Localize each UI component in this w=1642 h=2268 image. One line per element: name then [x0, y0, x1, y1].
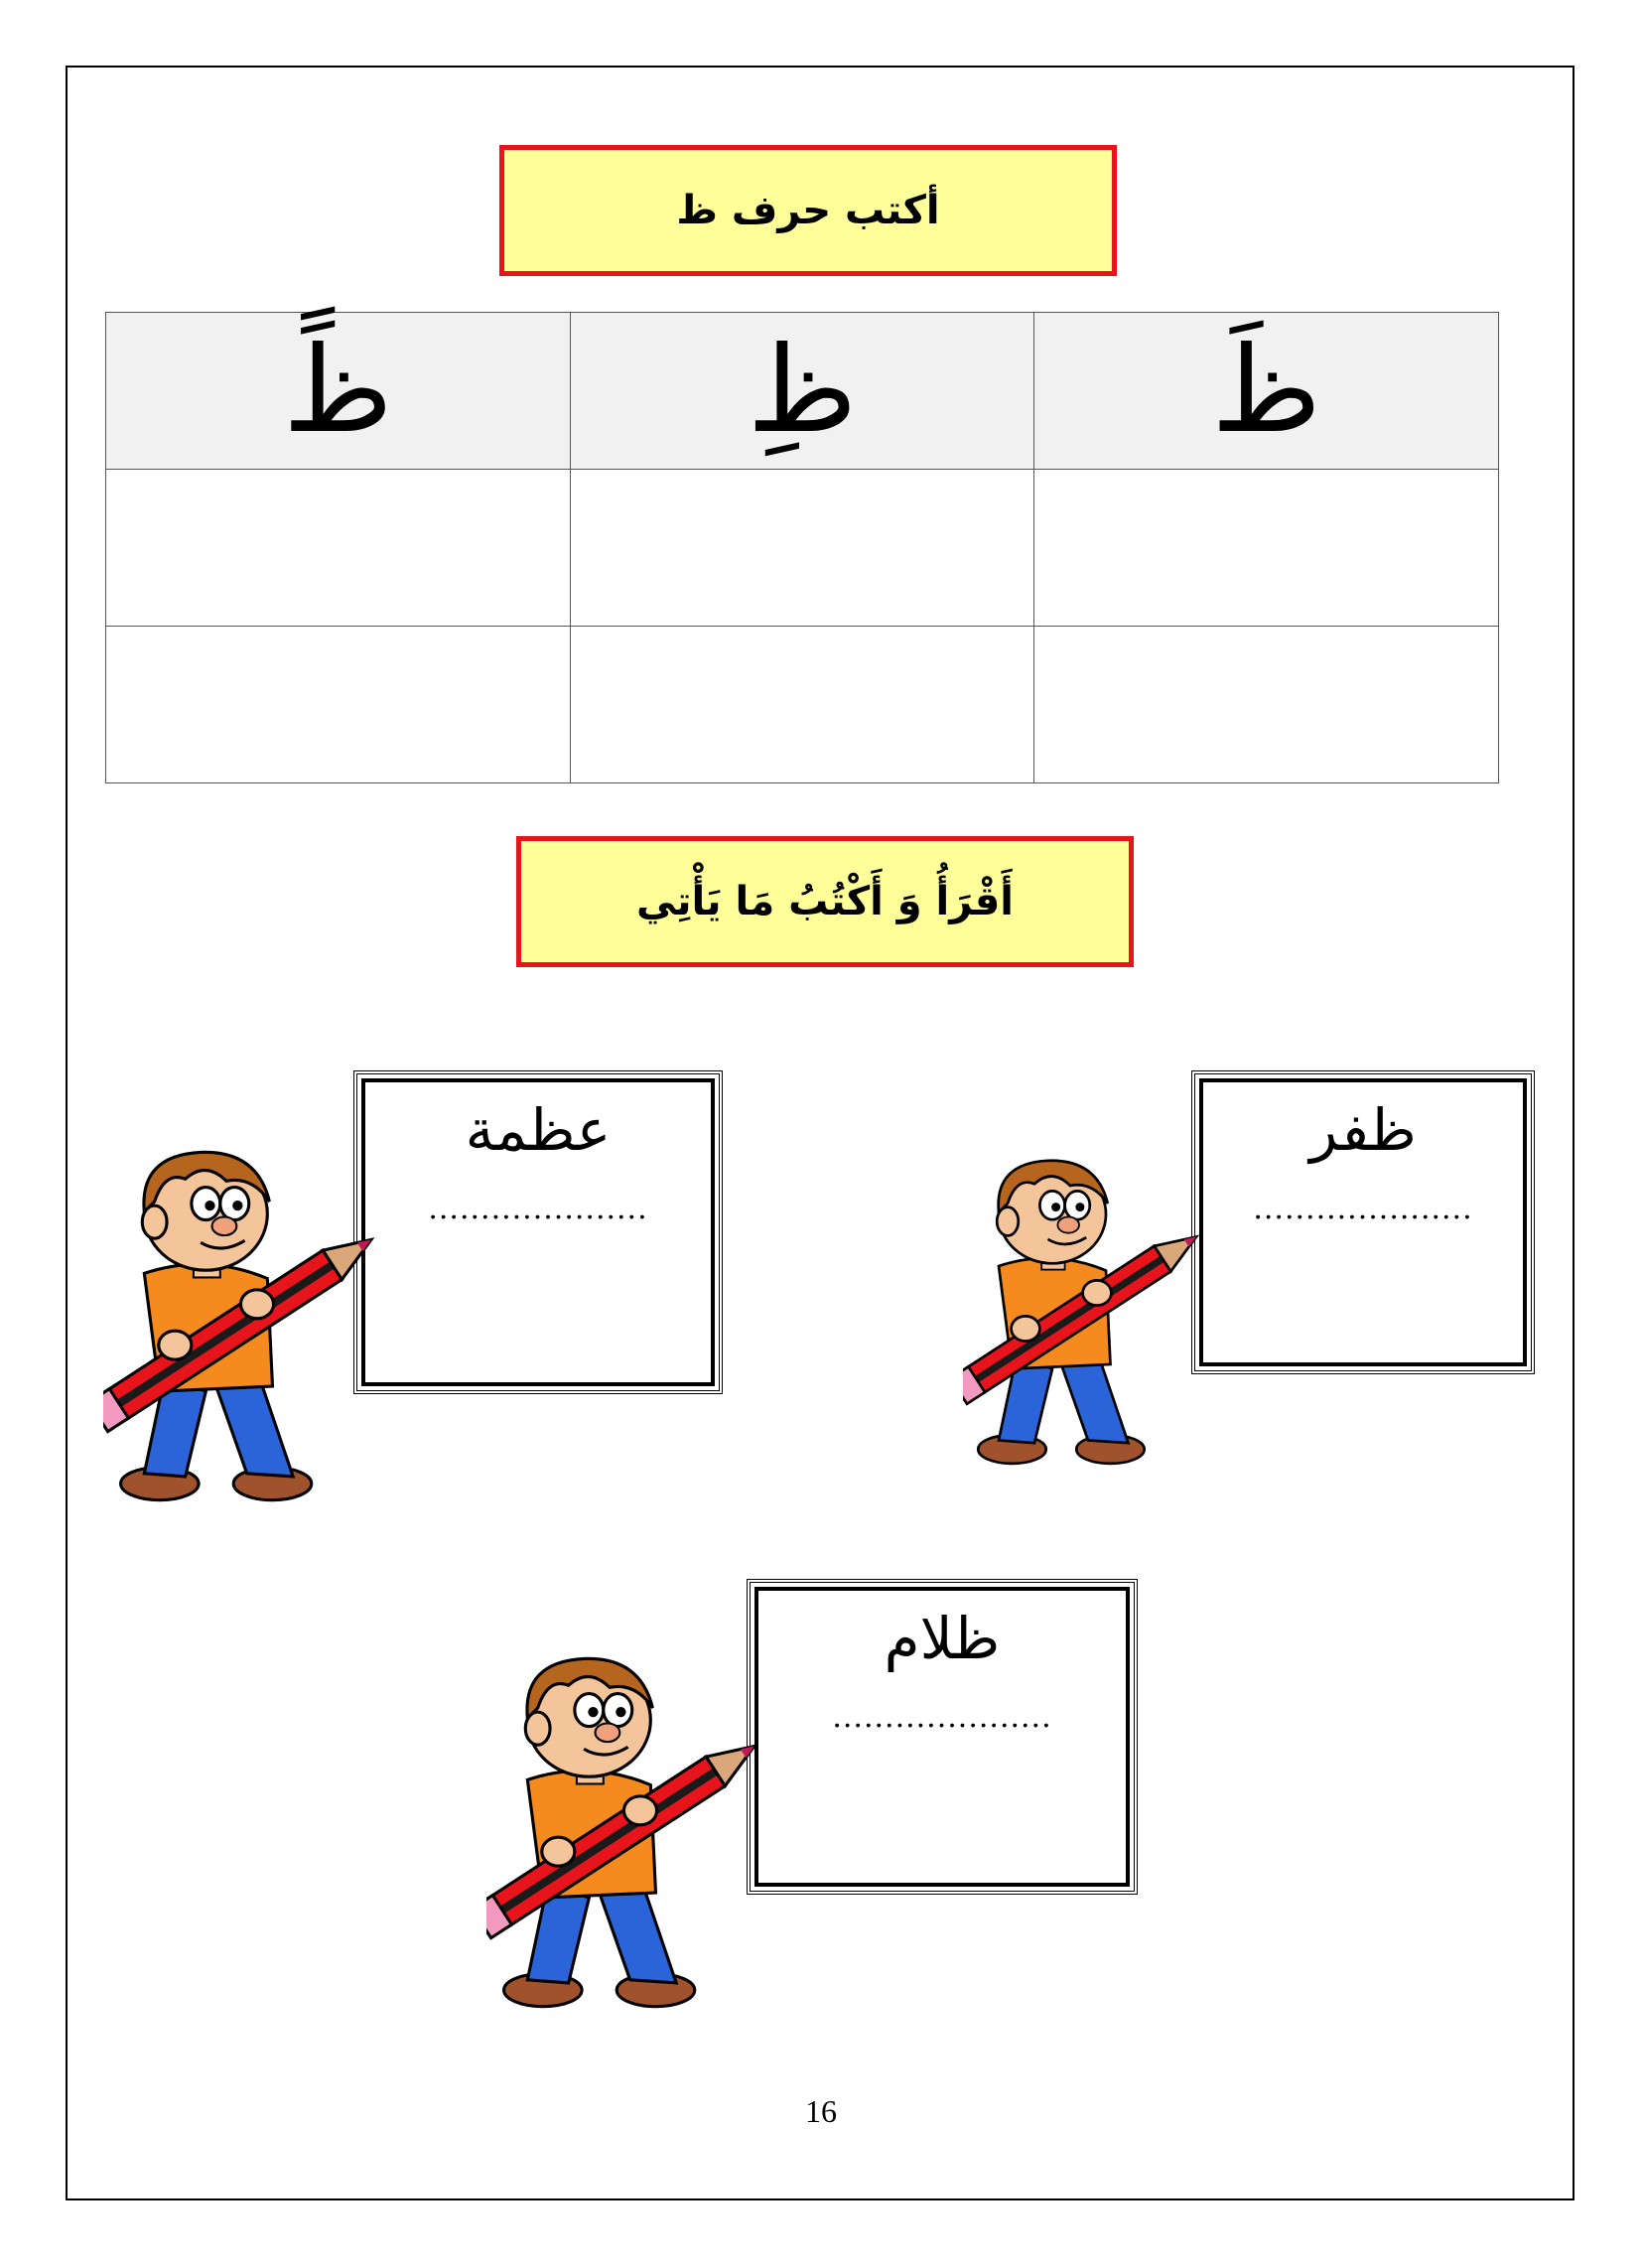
- boy-with-pencil-icon: [486, 1646, 794, 2016]
- writing-line[interactable]: .....................: [1253, 1192, 1473, 1226]
- table-row: [106, 470, 1499, 627]
- table-row: [106, 627, 1499, 783]
- writing-cell[interactable]: [570, 627, 1034, 783]
- section-title-read-write: [516, 836, 1134, 967]
- page-number: 16: [805, 2093, 837, 2129]
- section-title-text: أَقْرَأُ وَ أَكْتُبُ مَا يَأْتِي: [635, 879, 1015, 924]
- word-box-zufr: [1191, 1070, 1535, 1374]
- boy-with-pencil-icon: [103, 1140, 411, 1509]
- letter-cell-tanween: ظً: [106, 313, 571, 470]
- writing-cell[interactable]: [1034, 627, 1499, 783]
- word-text: عظمة: [465, 1096, 612, 1164]
- writing-cell[interactable]: [106, 470, 571, 627]
- word-text: ظفر: [1309, 1096, 1417, 1164]
- table-header-row: [106, 313, 1499, 470]
- word-box-zalam: [747, 1579, 1138, 1895]
- boy-with-pencil-icon: [963, 1132, 1231, 1489]
- letter-cell-kasra: ظِ: [570, 313, 1034, 470]
- word-text: ظلام: [884, 1605, 1001, 1672]
- writing-line[interactable]: .....................: [428, 1192, 648, 1226]
- letter-cell-fatha: ظَ: [1034, 313, 1499, 470]
- writing-cell[interactable]: [1034, 470, 1499, 627]
- letter-practice-table: [105, 312, 1499, 783]
- writing-line[interactable]: .....................: [832, 1700, 1052, 1735]
- writing-cell[interactable]: [106, 627, 571, 783]
- writing-cell[interactable]: [570, 470, 1034, 627]
- section-title-text: أكتب حرف ظ: [676, 188, 940, 233]
- section-title-write-letter: [499, 145, 1117, 276]
